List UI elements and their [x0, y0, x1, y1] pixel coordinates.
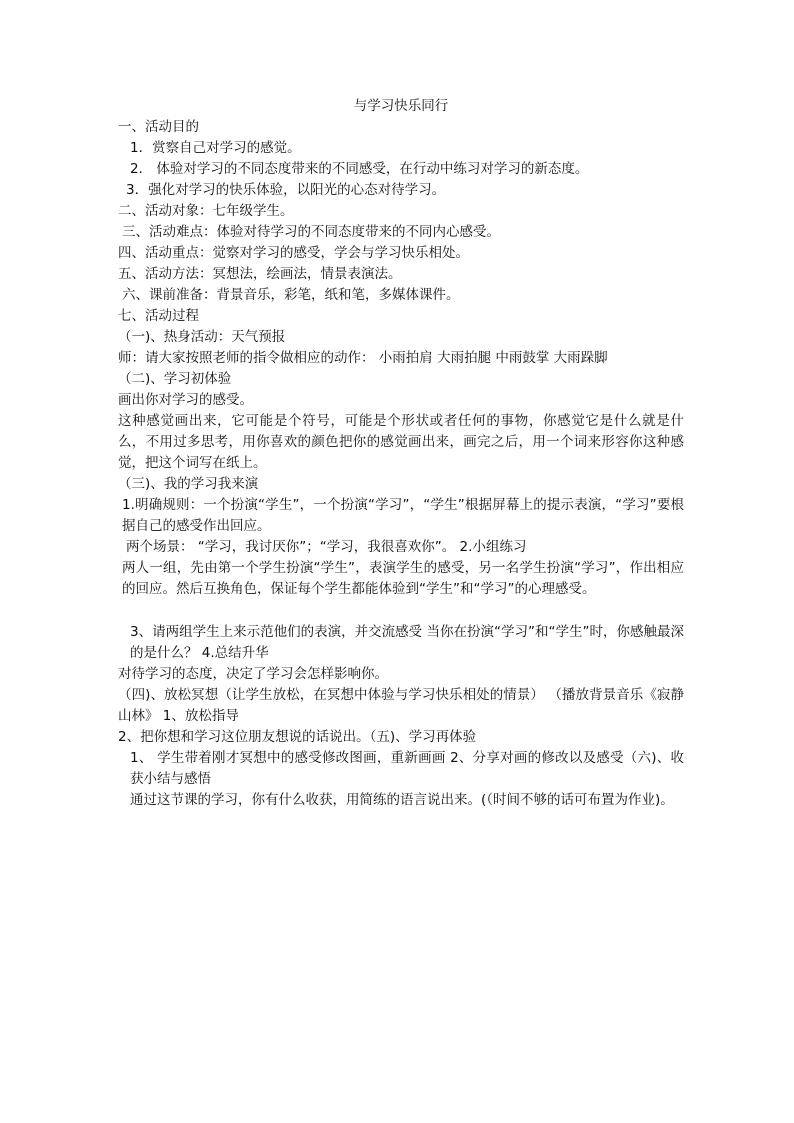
- subsection-relaxation: （四)、放松冥想（让学生放松，在冥想中体验与学习快乐相处的情景） （播放背景音乐《寂静山林》 1、放松指导: [118, 687, 684, 724]
- group-practice-paragraph: 两人一组，先由第一个学生扮演“学生”，表演学生的感受，另一名学生扮演“学习”，作出相应的回应。然后互换角色，保证每个学生都能体验到“学生”和“学习”的心理感受。: [122, 560, 684, 597]
- subsection-first-experience: （二)、学习初体验: [118, 371, 232, 387]
- subsection-role-play: （三)、我的学习我来演: [118, 476, 259, 492]
- section-methods: 五、活动方法：冥想法，绘画法，情景表演法。: [118, 266, 402, 282]
- document-title: 与学习快乐同行: [353, 98, 449, 114]
- summary-paragraph: 通过这节课的学习，你有什么收获，用简练的语言说出来。(（时间不够的话可布置为作业)。: [130, 792, 674, 808]
- blank-line: [118, 600, 684, 622]
- role-play-scenes: 两个场景： “学习，我讨厌你”；“学习，我很喜欢你”。 2.小组练习: [126, 539, 527, 555]
- section-target: 二、活动对象：七年级学生。: [118, 203, 294, 219]
- purpose-item-1: 1．赏察自己对学习的感觉。: [130, 140, 301, 156]
- subsection-warmup: （一)、热身活动：天气预报: [118, 329, 286, 345]
- section-preparation: 六、课前准备：背景音乐，彩笔，纸和笔，多媒体课件。: [122, 287, 460, 303]
- re-experience-paragraph: 1、 学生带着刚才冥想中的感受修改图画，重新画画 2、分享对画的修改以及感受（六)、收获小结与感悟: [130, 750, 684, 787]
- purpose-item-3: 3．强化对学习的快乐体验，以阳光的心态对待学习。: [126, 182, 446, 198]
- section-process: 七、活动过程: [118, 308, 199, 324]
- attitude-summary: 对待学习的态度，决定了学习会怎样影响你。: [118, 666, 388, 682]
- draw-feeling-text: 画出你对学习的感受。: [118, 392, 253, 408]
- warmup-instruction: 师：请大家按照老师的指令做相应的动作： 小雨拍肩 大雨拍腿 中雨鼓掌 大雨跺脚: [118, 350, 608, 366]
- role-play-rules: 1.明确规则：一个扮演“学生”，一个扮演“学习”，“学生”根据屏幕上的提示表演，“学习”要根据自己的感受作出回应。: [122, 497, 684, 534]
- section-heading-purpose: 一、活动目的: [118, 119, 199, 135]
- demonstration-paragraph: 3、请两组学生上来示范他们的表演，并交流感受 当你在扮演“学习”和“学生”时，你感触最深的是什么？ 4.总结升华: [130, 624, 684, 661]
- section-focus: 四、活动重点：觉察对学习的感受，学会与学习快乐相处。: [118, 245, 469, 261]
- purpose-item-2: 2． 体验对学习的不同态度带来的不同感受，在行动中练习对学习的新态度。: [130, 161, 589, 177]
- relaxation-speak-text: 2、把你想和学习这位朋友想说的话说出。（五)、学习再体验: [118, 729, 477, 745]
- document-body: [118, 97, 684, 811]
- draw-feeling-paragraph: 这种感觉画出来，它可能是个符号，可能是个形状或者任何的事物，你感觉它是什么就是什么，不用过多思考，用你喜欢的颜色把你的感觉画出来，画完之后，用一个词来形容你这种感觉，把这个词写在纸上。: [118, 413, 684, 471]
- section-difficulty: 三、活动难点：体验对待学习的不同态度带来的不同内心感受。: [122, 224, 500, 240]
